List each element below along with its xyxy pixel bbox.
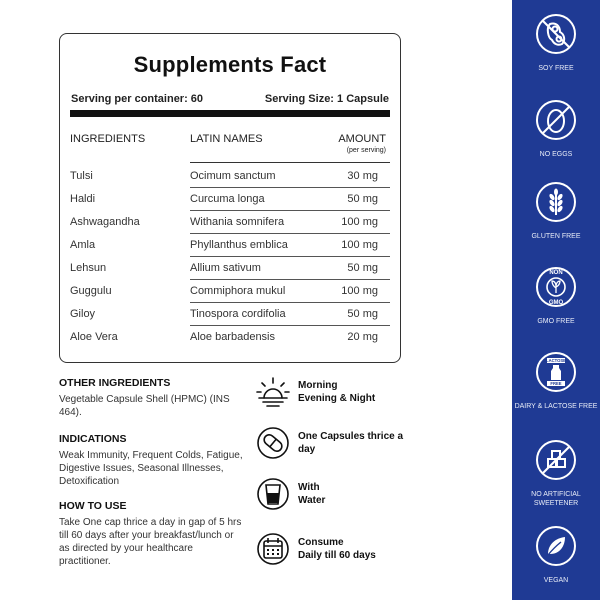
header-latin-names: LATIN NAMES — [190, 133, 263, 145]
latin-name: Tinospora cordifolia — [190, 308, 286, 320]
table-row — [70, 326, 390, 349]
header-amount-sub: (per serving) — [346, 147, 386, 154]
vegan-leaf-icon — [534, 524, 578, 568]
table-row — [70, 188, 390, 211]
usage-duration-line1: Consume — [298, 537, 344, 548]
how-to-use-text: Take One cap thrice a day in gap of 5 hrs till 60 days after your breakfast/lunch or as directed by your healthcare practitioner. — [59, 517, 242, 567]
lactose-text: LACTOSE — [546, 358, 566, 363]
header-amount-label: AMOUNT — [338, 133, 386, 145]
egg-icon — [534, 98, 578, 142]
wheat-icon — [534, 180, 578, 224]
sugar-cubes-icon — [534, 438, 578, 482]
usage-time-line1: Morning — [298, 380, 338, 391]
calendar-icon — [255, 531, 291, 567]
amount-value: 50 mg — [347, 308, 378, 320]
badge-eggs-label: NO EGGS — [539, 151, 573, 158]
how-to-use-section — [59, 500, 244, 568]
latin-name: Curcuma longa — [190, 193, 265, 205]
water-glass-icon — [255, 476, 291, 512]
serving-size: Serving Size: 1 Capsule — [264, 93, 389, 105]
amount-value: 100 mg — [341, 216, 378, 228]
ingredient-name: Lehsun — [70, 262, 107, 274]
milk-bottle-icon — [534, 350, 578, 394]
indications-title: INDICATIONS — [59, 433, 127, 445]
ingredient-name: Tulsi — [70, 170, 93, 182]
gmo-text: GMO — [548, 300, 564, 306]
table-row — [70, 280, 390, 303]
usage-time-line2: Evening & Night — [298, 393, 376, 404]
ingredient-name: Ashwagandha — [70, 216, 140, 228]
facts-rows — [70, 165, 390, 349]
usage-time — [255, 374, 415, 410]
ingredient-name: Haldi — [70, 193, 96, 205]
usage-dose — [255, 425, 415, 461]
badge-soy-free — [512, 12, 600, 73]
amount-value: 20 mg — [347, 331, 378, 343]
badge-vegan-label: VEGAN — [543, 577, 569, 584]
ingredient-name: Aloe Vera — [70, 331, 118, 343]
lactose-free-text: FREE — [550, 381, 562, 386]
latin-name: Commiphora mukul — [190, 285, 286, 297]
amount-value: 50 mg — [347, 262, 378, 274]
capsule-icon — [255, 425, 291, 461]
header-divider — [190, 162, 390, 163]
indications-section — [59, 433, 244, 488]
other-ingredients-text: Vegetable Capsule Shell (HPMC) (INS 464). — [59, 394, 230, 418]
thick-rule — [70, 110, 390, 117]
badge-soy-label: SOY FREE — [538, 65, 574, 72]
badge-vegan — [512, 524, 600, 585]
facts-title: Supplements Fact — [133, 52, 327, 77]
table-row — [70, 165, 390, 188]
table-row — [70, 303, 390, 326]
facts-header-row — [70, 117, 390, 157]
badge-gluten-label: GLUTEN FREE — [531, 233, 581, 240]
table-row — [70, 211, 390, 234]
latin-name: Phyllanthus emblica — [190, 239, 288, 251]
usage-duration-text — [298, 536, 376, 562]
usage-water-line1: With — [298, 482, 320, 493]
header-amount — [338, 133, 386, 154]
amount-value: 100 mg — [341, 285, 378, 297]
indications-text: Weak Immunity, Frequent Colds, Fatigue, Digestive Issues, Seasonal Illnesses, Detoxification — [59, 450, 243, 487]
header-ingredients: INGREDIENTS — [70, 133, 146, 145]
usage-water-text — [298, 481, 325, 507]
badge-sweetener-label: NO ARTIFICIAL SWEETENER — [531, 491, 581, 507]
gmo-non-text: NON — [549, 270, 563, 276]
other-ingredients-title: OTHER INGREDIENTS — [59, 377, 171, 389]
soy-icon — [534, 12, 578, 56]
serving-per-container: Serving per container: 60 — [71, 93, 204, 105]
badge-lactose-label: DAIRY & LACTOSE FREE — [514, 403, 598, 410]
ingredient-name: Giloy — [70, 308, 96, 320]
free-from-sidebar — [512, 0, 600, 600]
latin-name: Allium sativum — [190, 262, 261, 274]
badge-gmo-label: GMO FREE — [537, 318, 575, 325]
latin-name: Ocimum sanctum — [190, 170, 276, 182]
badge-no-eggs — [512, 98, 600, 159]
supplement-facts-panel — [59, 33, 401, 363]
latin-name: Aloe barbadensis — [190, 331, 276, 343]
latin-name: Withania somnifera — [190, 216, 285, 228]
amount-value: 30 mg — [347, 170, 378, 182]
usage-duration — [255, 531, 415, 567]
sunrise-icon — [255, 374, 291, 410]
usage-duration-line2: Daily till 60 days — [298, 550, 376, 561]
ingredient-name: Guggulu — [70, 285, 112, 297]
usage-water — [255, 476, 415, 512]
table-row — [70, 234, 390, 257]
table-row — [70, 257, 390, 280]
badge-no-sweetener — [512, 438, 600, 508]
usage-time-text — [298, 379, 375, 405]
other-ingredients-section — [59, 377, 244, 419]
serving-row — [70, 93, 390, 105]
ingredient-name: Amla — [70, 239, 96, 251]
badge-gluten-free — [512, 180, 600, 241]
amount-value: 50 mg — [347, 193, 378, 205]
usage-dose-text: One Capsules thrice a day — [298, 431, 404, 455]
badge-gmo-free — [512, 265, 600, 326]
amount-value: 100 mg — [341, 239, 378, 251]
usage-water-line2: Water — [298, 495, 326, 506]
non-gmo-icon — [534, 265, 578, 309]
badge-lactose-free — [512, 350, 600, 411]
how-to-use-title: HOW TO USE — [59, 500, 127, 512]
